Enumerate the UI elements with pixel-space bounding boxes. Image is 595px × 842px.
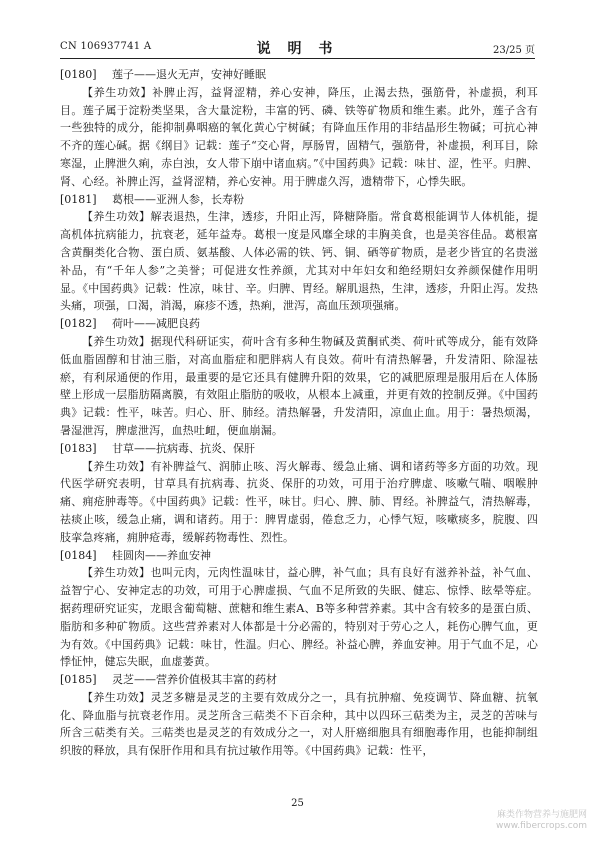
paragraph-text: 【养生功效】灵芝多糖是灵芝的主要有效成分之一，具有抗肿瘤、免疫调节、降血糖、抗氧化、降血脂与抗衰老作用。灵芝所含三萜类不下百余种，其中以四环三萜类为主，灵芝的苦味与所含三萜类有关。三萜类也是灵芝的有效成分之一，对人肝癌细胞具有细胞毒作用，也能抑制组织胺的释放，具有保肝作用和具有抗过敏作用等。《中国药典》记载：性平， bbox=[60, 690, 538, 758]
paragraph-number: [0185] bbox=[60, 673, 97, 687]
paragraph-heading bbox=[60, 547, 538, 565]
paragraph-0180 bbox=[60, 66, 538, 191]
patent-number: CN 106937741 A bbox=[60, 41, 152, 52]
page-number: 25 bbox=[291, 798, 304, 809]
paragraph-0183 bbox=[60, 440, 538, 547]
paragraph-text: 【养生功效】也叫元肉，元肉性温味甘，益心脾，补气血；具有良好有滋养补益，补气血、益智宁心、安神定志的功效，可用于心脾虚损、气血不足所致的失眠、健忘、惊悸、眩晕等症。据药理研究证实，龙眼含葡萄糖、蔗糖和维生素A、B等多种营养素。其中含有较多的是蛋白质、脂肪和多种矿物质。这些营养素对人体都是十分必需的，特别对于劳心之人，耗伤心脾气血，更为有效。《中国药典》记载：味甘，性温。归心、脾经。补益心脾，养血安神。用于气血不足，心悸怔忡，健忘失眠，血虚萎黄。 bbox=[60, 566, 538, 669]
paragraph-number: [0180] bbox=[60, 68, 97, 81]
paragraph-title: 甘草——抗病毒、抗炎、保肝 bbox=[112, 441, 255, 455]
site-watermark bbox=[496, 810, 587, 832]
paragraph-title: 灵芝——营养价值极其丰富的药材 bbox=[112, 673, 277, 687]
paragraph-title: 莲子——退火无声，安神好睡眠 bbox=[112, 68, 266, 81]
paragraph-text: 【养生功效】补脾止泻，益肾涩精，养心安神，降压，止渴去热，强筋骨，补虚损，利耳目。莲子属于淀粉类坚果，含大量淀粉，丰富的钙、磷、铁等矿物质和维生素。此外，莲子含有一些独特的成分，能抑制鼻咽癌的氧化黄心宁树碱；有降血压作用的非结晶形生物碱；可抗心神不齐的莲心碱。据《纲目》记载：莲子“交心肾，厚肠胃，固精气，强筋骨，补虚损，利耳目，除寒湿，止脾泄久痢，赤白浊，女人带下崩中诸血病。”《中国药典》记载：味甘、涩，性平。归脾、肾、心经。补脾止泻，益肾涩精，养心安神。用于脾虚久泻，遗精带下，心悸失眠。 bbox=[60, 85, 538, 188]
paragraph-heading bbox=[60, 440, 538, 458]
watermark-url: www.fibercrops.com bbox=[496, 821, 587, 831]
document-body bbox=[60, 66, 538, 760]
paragraph-text: 【养生功效】据现代科研证实，荷叶含有多种生物碱及黄酮甙类、荷叶甙等成分，能有效降低血脂固醇和甘油三脂，对高血脂症和肥胖病人有良效。荷叶有清热解暑，升发清阳、除湿祛瘀，有利尿通便的作用，最重要的是它还具有健脾升阳的效果，它的减肥原理是服用后在人体肠壁上形成一层脂肪隔离膜，有效阻止脂肪的吸收，从根本上减重，并更有效的控制反弹。《中国药典》记载：性平，味苦。归心、肝、肺经。清热解暑，升发清阳，凉血止血。用于：暑热烦渴，暑湿泄泻，脾虚泄泻，血热吐衄，便血崩漏。 bbox=[60, 334, 538, 437]
paragraph-0182 bbox=[60, 315, 538, 440]
paragraph-text: 【养生功效】解表退热，生津，透疹，升阳止泻，降糖降脂。常食葛根能调节人体机能，提高机体抗病能力，抗衰老，延年益寿。葛根一度是风靡全球的丰胸美食，也是美容佳品。葛根富含黄酮类化合物、蛋白质、氨基酸、人体必需的铁、钙、铜、硒等矿物质，是老少皆宜的名贵滋补品，有“千年人参”之美誉；可促进女性养颜，尤其对中年妇女和绝经期妇女养颜保健作用明显。《中国药典》记载：性凉，味甘、辛。归脾、胃经。解肌退热，生津，透疹，升阳止泻。发热头痛，项强，口渴，消渴，麻疹不透，热痢，泄泻，高血压颈项强痛。 bbox=[60, 210, 538, 313]
paragraph-number: [0182] bbox=[60, 317, 97, 331]
paragraph-number: [0184] bbox=[60, 548, 97, 562]
page-ratio: 23/25 页 bbox=[493, 45, 535, 56]
page-header bbox=[60, 36, 535, 59]
paragraph-number: [0183] bbox=[60, 441, 97, 455]
paragraph-title: 葛根——亚洲人参，长寿粉 bbox=[112, 192, 244, 206]
paragraph-title: 荷叶——减肥良药 bbox=[112, 317, 200, 331]
paragraph-heading bbox=[60, 671, 538, 689]
document-title: 说 明 书 bbox=[256, 41, 339, 57]
paragraph-0184 bbox=[60, 547, 538, 672]
paragraph-0181 bbox=[60, 191, 538, 316]
watermark-site-name: 麻类作物营养与施肥网 bbox=[496, 810, 587, 820]
paragraph-text: 【养生功效】有补脾益气、润肺止咳、泻火解毒、缓急止痛、调和诸药等多方面的功效。现代医学研究表明，甘草具有抗病毒、抗炎、保肝的功效，可用于治疗脾虚、咳嗽气喘、咽喉肿痛、痈疮肿毒等。《中国药典》记载：性平，味甘。归心、脾、肺、胃经。补脾益气，清热解毒，祛痰止咳，缓急止痛，调和诸药。用于：脾胃虚弱，倦怠乏力，心悸气短，咳嗽痰多，脘腹、四肢挛急疼痛，痈肿疮毒，缓解药物毒性、烈性。 bbox=[60, 459, 538, 544]
paragraph-heading bbox=[60, 191, 538, 209]
paragraph-heading bbox=[60, 315, 538, 333]
paragraph-title: 桂圆肉——养血安神 bbox=[112, 548, 211, 562]
paragraph-number: [0181] bbox=[60, 192, 97, 206]
paragraph-0185 bbox=[60, 671, 538, 760]
paragraph-heading bbox=[60, 66, 538, 84]
